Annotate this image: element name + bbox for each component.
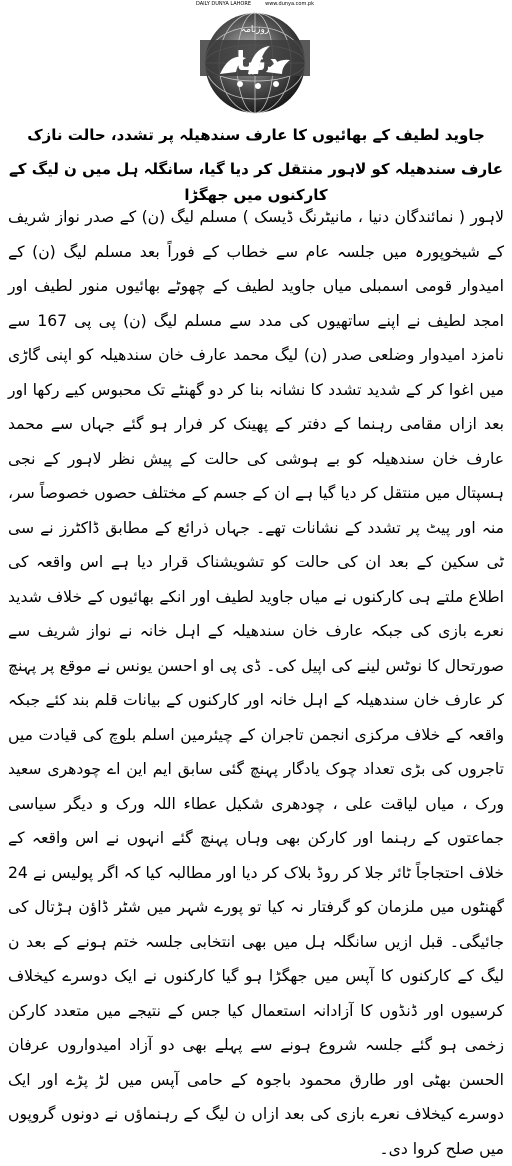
logo-small-text: روزنامہ [240,25,270,35]
masthead-caption-right: www.dunya.com.pk [265,1,314,7]
article-body: لاہور ( نمائندگان دنیا ، مانیٹرنگ ڈیسک ) مسلم لیگ (ن) کے صدر نواز شریف کے شیخوپورہ میں جلسہ عام سے خطاب کے فوراً بعد مسلم لیگ (ن) کے امیدوار قومی اسمبلی میاں جاوید لطیف کے چھوٹے بھائیوں منور لطیف اور امجد لطیف نے اپنے ساتھیوں کی مدد سے مسلم لیگ (ن) پی پی 167 سے نامزد امیدوار وضلعی صدر (ن) لیگ محمد عارف خان سندھیلہ کو اپنی گاڑی میں اغوا کر کے شدید تشدد کا نشانہ بنا کر دو گھنٹے تک محبوس کیے رکھا اور بعد ازاں مقامی رہنما کے دفتر کے پھینک کر فرار ہو گئے جہاں سے محمد عارف خان سندھیلہ کو بے ہوشی کی حالت کے پیش نظر لاہور کے نجی ہسپتال میں منتقل کر دیا گیا ہے ان کے جسم کے مختلف حصوں خصوصاً سر، منہ اور پیٹ پر تشدد کے نشانات تھے۔ جہاں ذرائع کے مطابق ڈاکٹرز نے سی ٹی سکین کے بعد ان کی حالت کو تشویشناک قرار دیا ہے اس واقعہ کی اطلاع ملتے ہی کارکنوں نے میاں جاوید لطیف اور انکے بھائیوں کے خلاف شدید نعرے بازی کی جبکہ عارف خان سندھیلہ کے اہل خانہ نے نواز شریف سے صورتحال کا نوٹس لینے کی اپیل کی۔ ڈی پی او احسن یونس نے موقع پر پہنچ کر عارف خان سندھیلہ کے اہل خانہ اور کارکنوں کے بیانات قلم بند کئے جبکہ واقعہ کے خلاف مرکزی انجمن تاجران کے چیئرمین اسلم بلوچ کی قیادت میں تاجروں کی بڑی تعداد چوک یادگار پہنچ گئی سابق ایم این اے چودھری سعید ورک ، میاں لیاقت علی ، چودھری شکیل عطاء اللہ ورک و دیگر سیاسی جماعتوں کے رہنما اور کارکن بھی وہاں پہنچ گئے انہوں نے اس واقعہ کے خلاف احتجاجاً ٹائر جلا کر روڈ بلاک کر دیا اور مطالبہ کیا کہ اگر پولیس نے 24 گھنٹوں میں ملزمان کو گرفتار نہ کیا تو پورے شہر میں شٹر ڈاؤن ہڑتال کی جائیگی۔ قبل ازیں سانگلہ ہل میں بھی انتخابی جلسہ ختم ہونے کے بعد ن لیگ کے کارکنوں کا آپس میں جھگڑا ہو گیا کارکنوں نے ایک دوسرے کیخلاف کرسیوں اور ڈنڈوں کا آزادانہ استعمال کیا جس کے نتیجے میں متعدد کارکن زخمی ہو گئے جلسہ شروع ہونے سے پہلے بھی دو آزاد امیدواروں عرفان الحسن بھٹی اور طارق محمود باجوہ کے حامی آپس میں لڑ پڑے اور ایک دوسرے کیخلاف نعرے بازی کی بعد ازاں ن لیگ کے رہنماؤں نے دونوں گروپوں میں صلح کروا دی۔ [8,208,504,1158]
article-subheadline: عارف سندھیلہ کو لاہور منتقل کر دیا گیا، سانگلہ ہل میں ن لیگ کے کارکنوں میں جھگڑا [8,160,503,204]
article-headline: جاوید لطیف کے بھائیوں کا عارف سندھیلہ پر تشدد، حالت نازک [27,126,485,144]
masthead-caption [196,0,314,8]
masthead-caption-left: DAILY DUNYA LAHORE [196,1,251,7]
globe-logo-icon [196,0,314,118]
logo-text: دنیا [236,47,280,77]
newspaper-masthead-logo [196,0,314,118]
